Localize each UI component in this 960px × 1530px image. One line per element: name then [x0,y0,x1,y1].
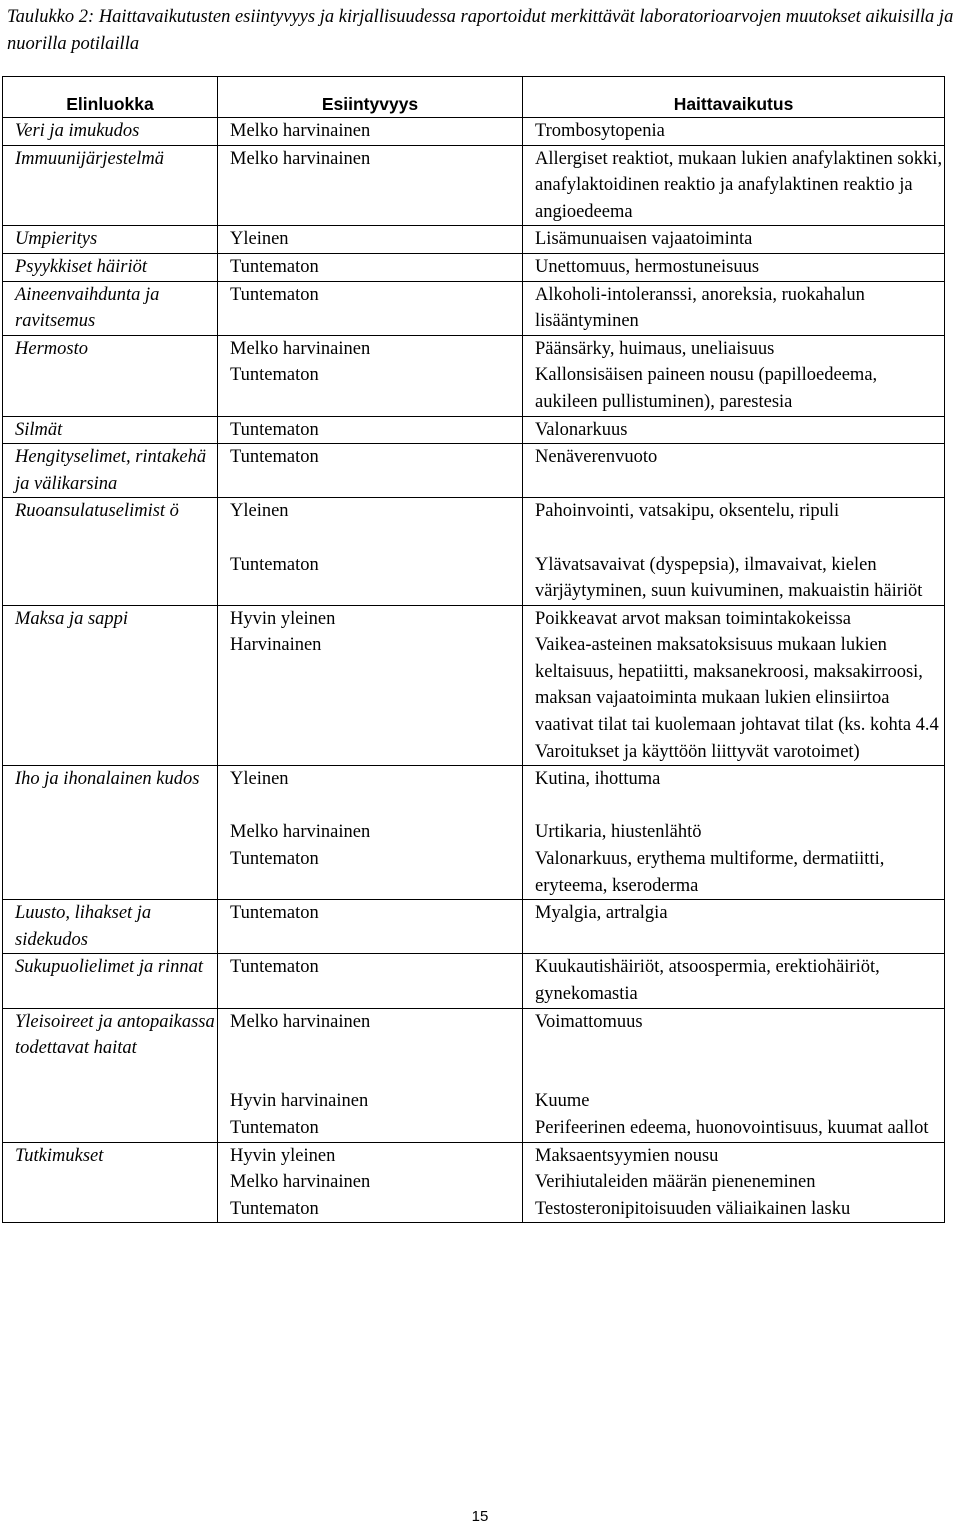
frequency-cell-line: Tuntematon [230,849,319,870]
adverse-effect-cell-line: Voimattomuus [535,1011,643,1032]
adverse-effect-cell-line: Verihiutaleiden määrän pieneneminen [535,1172,816,1193]
adverse-effect-cell-line: Urtikaria, hiustenlähtö [535,822,702,843]
adverse-effect-cell [523,226,945,254]
frequency-cell [218,498,523,605]
spacer [230,525,522,552]
adverse-effect-cell-line: Unettomuus, hermostuneisuus [535,256,760,277]
frequency-cell-line: Harvinainen [230,635,322,656]
organ-class-cell: Psyykkiset häiriöt [3,253,218,281]
adverse-effect-cell-line: Myalgia, artralgia [535,903,668,924]
frequency-cell-line: Yleinen [230,229,289,250]
organ-class-cell: Umpieritys [3,226,218,254]
table-row [3,335,945,416]
organ-class-cell: Iho ja ihonalainen kudos [3,766,218,900]
table-caption: Taulukko 2: Haittavaikutusten esiintyvyys ja kirjallisuudessa raportoidut merkittävät laboratorioarvojen muutokset aikuisilla ja nuorilla potilailla [7,7,954,54]
table-row [3,954,945,1008]
frequency-cell-line: Hyvin yleinen [230,1145,336,1166]
frequency-cell-line: Melko harvinainen [230,1011,371,1032]
organ-class-cell: Veri ja imukudos [3,118,218,146]
spacer [535,1035,944,1062]
adverse-effect-cell [523,416,945,444]
adverse-effect-cell [523,1008,945,1142]
frequency-cell-line: Tuntematon [230,256,319,277]
frequency-cell [218,766,523,900]
adverse-effect-cell-line: Lisämunuaisen vajaatoiminta [535,229,753,250]
frequency-cell [218,335,523,416]
spacer [230,1062,522,1089]
frequency-cell-line: Melko harvinainen [230,121,371,141]
frequency-cell-line: Hyvin harvinainen [230,1091,369,1112]
adverse-effect-cell [523,498,945,605]
adverse-effect-cell [523,253,945,281]
table-row [3,416,945,444]
frequency-cell-line: Tuntematon [230,365,319,386]
adverse-effect-cell-line: Trombosytopenia [535,121,665,141]
adverse-effect-cell-line: Testosteronipitoisuuden väliaikainen lasku [535,1198,851,1219]
frequency-cell [218,416,523,444]
organ-class-cell: Aineenvaihdunta ja ravitsemus [3,281,218,335]
table-row [3,1008,945,1142]
frequency-cell [218,118,523,146]
frequency-cell [218,145,523,226]
frequency-cell-line: Tuntematon [230,554,319,575]
organ-class-cell: Maksa ja sappi [3,605,218,766]
adverse-effect-cell [523,766,945,900]
table-row [3,444,945,498]
adverse-effect-cell-line: Alkoholi-intoleranssi, anoreksia, ruokahalun lisääntyminen [535,284,865,332]
frequency-cell-line: Melko harvinainen [230,822,371,843]
frequency-cell [218,605,523,766]
adverse-effect-cell-line: Kuume [535,1091,590,1112]
spacer [230,793,522,820]
table-row [3,226,945,254]
frequency-cell-line: Melko harvinainen [230,148,371,169]
adverse-effect-cell-line: maksan vajaatoiminta mukaan lukien elinsiirtoa vaativat tilat tai kuolemaan johtavat tilat (ks. kohta 4.4 Varoitukset ja käyttöön liittyvät varotoimet) [535,688,939,762]
frequency-cell-line: Tuntematon [230,1198,319,1219]
organ-class-cell: Sukupuolielimet ja rinnat [3,954,218,1008]
table-row [3,605,945,766]
adverse-effect-cell [523,444,945,498]
table-row [3,253,945,281]
adverse-effect-cell-line: Valonarkuus [535,419,628,440]
table-row [3,498,945,605]
adverse-effect-cell-line: Vaikea-asteinen maksatoksisuus mukaan lukien keltaisuus, hepatiitti, maksanekroosi, maksakirroosi, [535,635,923,682]
adverse-effect-cell [523,145,945,226]
organ-class-cell: Luusto, lihakset ja sidekudos [3,900,218,954]
frequency-cell [218,1142,523,1223]
table-row [3,281,945,335]
adverse-effects-table [2,76,945,1223]
frequency-cell-line: Tuntematon [230,419,319,440]
organ-class-cell: Hermosto [3,335,218,416]
adverse-effect-cell-line: Kallonsisäisen paineen nousu (papilloedeema, aukileen pullistuminen), parestesia [535,365,878,412]
frequency-cell-line: Hyvin yleinen [230,608,336,629]
organ-class-cell: Tutkimukset [3,1142,218,1223]
frequency-cell-line: Yleinen [230,501,289,522]
adverse-effect-cell-line: Perifeerinen edeema, huonovointisuus, kuumat aallot [535,1117,929,1138]
adverse-effect-cell-line: Maksaentsyymien nousu [535,1145,719,1166]
adverse-effect-cell-line: Valonarkuus, erythema multiforme, dermatiitti, eryteema, kseroderma [535,849,885,896]
frequency-cell-line: Melko harvinainen [230,338,371,359]
frequency-cell [218,226,523,254]
frequency-cell-line: Tuntematon [230,1117,319,1138]
adverse-effect-cell-line: Päänsärky, huimaus, uneliaisuus [535,338,775,359]
adverse-effect-cell-line: Kuukautishäiriöt, atsoospermia, erektiohäiriöt, gynekomastia [535,957,880,1004]
adverse-effect-cell-line: Poikkeavat arvot maksan toimintakokeissa [535,608,851,629]
frequency-cell-line: Tuntematon [230,903,319,924]
frequency-cell [218,1008,523,1142]
adverse-effect-cell-line: Allergiset reaktiot, mukaan lukien anafylaktinen sokki, anafylaktoidinen reaktio ja anafylaktinen reaktio ja angioedeema [535,148,943,222]
frequency-cell-line: Tuntematon [230,447,319,468]
frequency-cell [218,281,523,335]
adverse-effect-cell-line: Pahoinvointi, vatsakipu, oksentelu, ripuli [535,501,840,522]
frequency-cell [218,444,523,498]
adverse-effect-cell [523,900,945,954]
adverse-effect-cell-line: Nenäverenvuoto [535,447,658,468]
frequency-cell [218,954,523,1008]
organ-class-cell: Hengityselimet, rintakehä ja välikarsina [3,444,218,498]
adverse-effect-cell [523,118,945,146]
organ-class-cell: Ruoansulatuselimist ö [3,498,218,605]
frequency-cell [218,253,523,281]
adverse-effect-cell [523,605,945,766]
spacer [230,1035,522,1062]
table-row [3,145,945,226]
frequency-cell-line: Tuntematon [230,957,319,978]
organ-class-cell: Silmät [3,416,218,444]
spacer [535,793,944,820]
adverse-effect-cell [523,281,945,335]
frequency-cell-line: Melko harvinainen [230,1172,371,1193]
table-row [3,766,945,900]
table-row [3,118,945,146]
header-adverse-effect: Haittavaikutus [523,77,945,118]
adverse-effect-cell [523,954,945,1008]
frequency-cell-line: Yleinen [230,769,289,790]
organ-class-cell: Immuunijärjestelmä [3,145,218,226]
spacer [535,525,944,552]
table-header-row [3,77,945,118]
adverse-effect-cell-line: Ylävatsavaivat (dyspepsia), ilmavaivat, kielen värjäytyminen, suun kuivuminen, makuaistin häiriöt [535,554,923,602]
adverse-effect-cell [523,1142,945,1223]
header-organ-class: Elinluokka [3,77,218,118]
frequency-cell [218,900,523,954]
adverse-effect-cell [523,335,945,416]
spacer [535,1062,944,1089]
adverse-effect-cell-line: Kutina, ihottuma [535,769,661,790]
organ-class-cell: Yleisoireet ja antopaikassa todettavat haitat [3,1008,218,1142]
page-number: 15 [471,1508,489,1525]
header-frequency: Esiintyvyys [218,77,523,118]
table-row [3,900,945,954]
frequency-cell-line: Tuntematon [230,284,319,305]
table-row [3,1142,945,1223]
